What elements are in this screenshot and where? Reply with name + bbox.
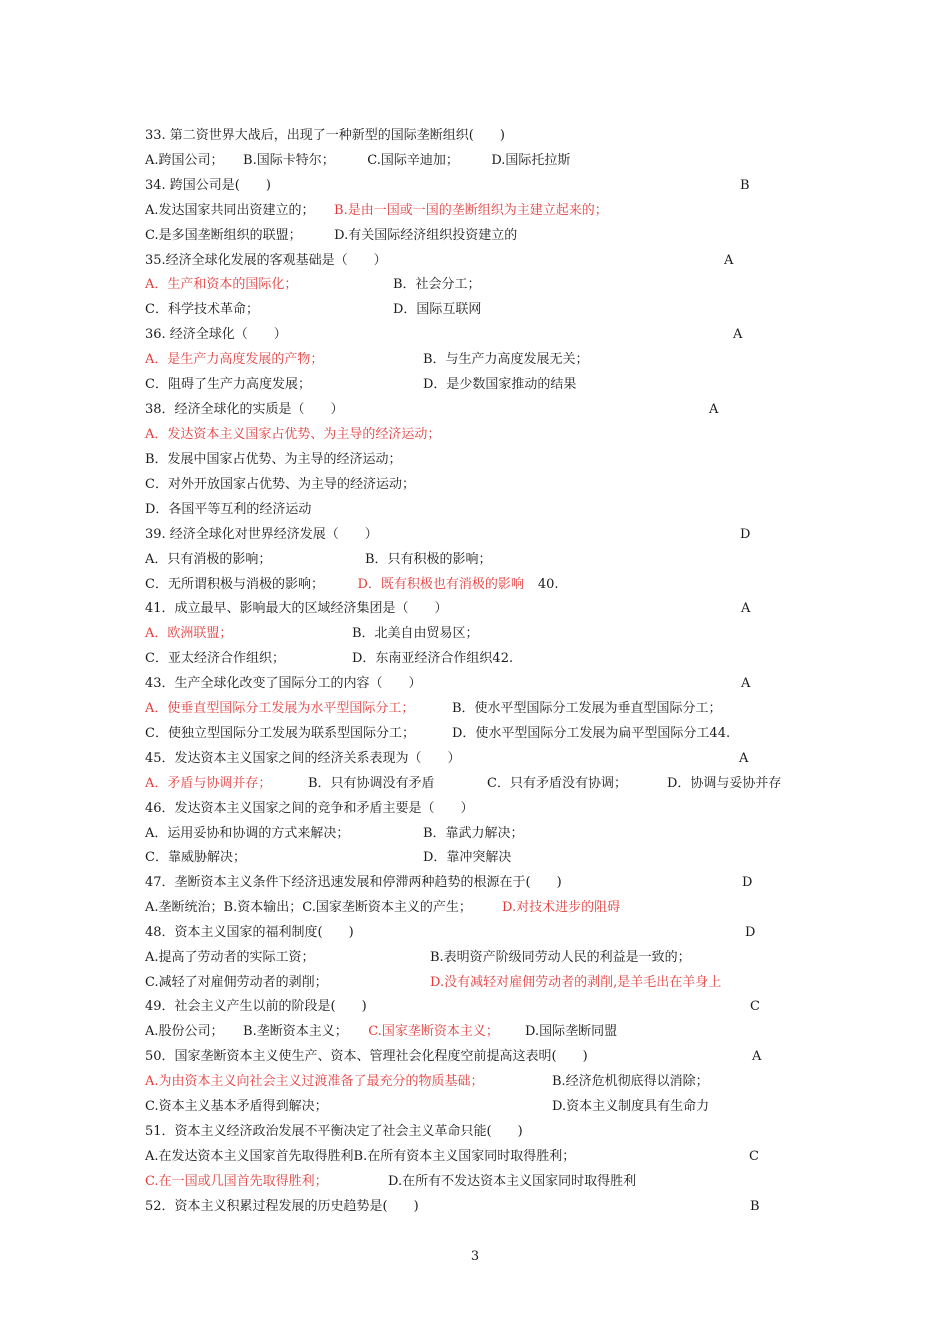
text-segment: 49．社会主义产生以前的阶段是( ) — [145, 999, 367, 1014]
text-segment: A.提高了劳动者的实际工资； — [145, 950, 315, 965]
text-segment: C.是多国垄断组织的联盟； D.有关国际经济组织投资建立的 — [145, 228, 518, 243]
text-segment: B．北美自由贸易区； — [352, 626, 479, 641]
text-segment: D.在所有不发达资本主义国家同时取得胜利 — [388, 1174, 637, 1189]
text-segment: C.减轻了对雇佣劳动者的剥削； — [145, 975, 328, 990]
text-segment: B．发展中国家占优势、为主导的经济运动； — [145, 452, 402, 467]
text-segment: D．靠冲突解决 — [423, 850, 512, 865]
text-segment: B．靠武力解决； — [423, 826, 524, 841]
text-segment: C．无所谓积极与消极的影响； — [145, 577, 344, 592]
answer-key: D — [745, 925, 756, 940]
text-segment: D．是少数国家推动的结果 — [423, 377, 577, 392]
answer-highlight: D．既有积极也有消极的影响 — [357, 577, 524, 592]
text-segment: B.表明资产阶级同劳动人民的利益是一致的； — [430, 950, 691, 965]
text-segment: 41．成立最早、影响最大的区域经济集团是（ ） — [145, 601, 448, 616]
text-segment: B．社会分工； — [393, 277, 481, 292]
answer-key: A — [724, 253, 734, 268]
text-segment: 40. — [537, 577, 559, 592]
page-number: 3 — [470, 1249, 480, 1264]
text-segment: C．亚太经济合作组织； — [145, 651, 285, 666]
text-segment: 51．资本主义经济政治发展不平衡决定了社会主义革命只能( ) — [145, 1124, 523, 1139]
answer-key: A — [752, 1049, 762, 1064]
text-segment: 50．国家垄断资本主义使生产、资本、管理社会化程度空前提高这表明( ) — [145, 1049, 588, 1064]
text-segment: 34. 跨国公司是( ) — [145, 178, 271, 193]
answer-key: B — [740, 178, 750, 193]
text-segment: A.股份公司； B.垄断资本主义； — [145, 1024, 355, 1039]
answer-highlight: A．是生产力高度发展的产物； — [145, 352, 324, 367]
text-segment: 39. 经济全球化对世界经济发展（ ） — [145, 527, 378, 542]
answer-key: D — [740, 527, 751, 542]
answer-key: A — [741, 601, 751, 616]
answer-highlight: A．生产和资本的国际化； — [145, 277, 298, 292]
answer-key: A — [709, 402, 719, 417]
text-segment: A．只有消极的影响； — [145, 552, 272, 567]
text-segment: D．东南亚经济合作组织42. — [352, 651, 514, 666]
text-segment: C．只有矛盾没有协调； — [487, 776, 627, 791]
text-segment: D．国际互联网 — [393, 302, 482, 317]
text-segment: C．对外开放国家占优势、为主导的经济运动； — [145, 477, 415, 492]
text-segment: A.在发达资本主义国家首先取得胜利B.在所有资本主义国家同时取得胜利； — [145, 1149, 576, 1164]
text-segment: 45．发达资本主义国家之间的经济关系表现为（ ） — [145, 751, 461, 766]
answer-key: D — [742, 875, 753, 890]
text-segment: 38．经济全球化的实质是（ ） — [145, 402, 344, 417]
answer-highlight: A.为由资本主义向社会主义过渡准备了最充分的物质基础； — [145, 1074, 484, 1089]
text-segment: A．运用妥协和协调的方式来解决； — [145, 826, 350, 841]
text-segment: B．与生产力高度发展无关； — [423, 352, 589, 367]
text-segment: B．使水平型国际分工发展为垂直型国际分工； — [452, 701, 722, 716]
answer-highlight: C.在一国或几国首先取得胜利； — [145, 1174, 328, 1189]
text-segment: C．使独立型国际分工发展为联系型国际分工； — [145, 726, 415, 741]
answer-key: C — [750, 999, 760, 1014]
text-segment: B.经济危机彻底得以消除； — [552, 1074, 709, 1089]
text-segment: D.国际垄断同盟 — [525, 1024, 618, 1039]
answer-highlight: C.国家垄断资本主义； — [368, 1024, 499, 1039]
answer-highlight: A．矛盾与协调并存； — [145, 776, 272, 791]
answer-highlight: D.没有减轻对雇佣劳动者的剥削,是羊毛出在羊身上 — [430, 975, 722, 990]
text-segment: D.资本主义制度具有生命力 — [552, 1099, 710, 1114]
text-segment: D．协调与妥协并存 — [667, 776, 782, 791]
text-segment: D．各国平等互利的经济运动 — [145, 502, 312, 517]
text-segment: C．阻碍了生产力高度发展； — [145, 377, 311, 392]
text-segment: 43．生产全球化改变了国际分工的内容（ ） — [145, 676, 422, 691]
text-segment: 46．发达资本主义国家之间的竞争和矛盾主要是（ ） — [145, 801, 474, 816]
text-segment: 35.经济全球化发展的客观基础是（ ） — [145, 253, 387, 268]
answer-key: B — [750, 1199, 760, 1214]
text-segment: 52．资本主义积累过程发展的历史趋势是( ) — [145, 1199, 419, 1214]
answer-highlight: A．欧洲联盟； — [145, 626, 233, 641]
text-segment: A.垄断统治；B.资本输出；C.国家垄断资本主义的产生； — [145, 900, 472, 915]
answer-key: A — [741, 676, 751, 691]
text-segment: A.跨国公司； B.国际卡特尔； C.国际辛迪加； D.国际托拉斯 — [145, 153, 571, 168]
text-segment: D．使水平型国际分工发展为扁平型国际分工44. — [452, 726, 731, 741]
answer-highlight: B.是由一国或一国的垄断组织为主建立起来的； — [334, 203, 608, 218]
text-segment: B．只有积极的影响； — [365, 552, 492, 567]
text-segment: C.资本主义基本矛盾得到解决； — [145, 1099, 328, 1114]
text-segment: 33. 第二资世界大战后，出现了一种新型的国际垄断组织( ) — [145, 128, 505, 143]
text-segment: 48．资本主义国家的福利制度( ) — [145, 925, 354, 940]
answer-key: C — [749, 1149, 759, 1164]
answer-key: A — [739, 751, 749, 766]
answer-highlight: A．使垂直型国际分工发展为水平型国际分工； — [145, 701, 415, 716]
answer-key: A — [733, 327, 743, 342]
answer-highlight: D.对技术进步的阻碍 — [502, 900, 621, 915]
text-segment: A.发达国家共同出资建立的； — [145, 203, 335, 218]
text-segment: 47．垄断资本主义条件下经济迅速发展和停滞两种趋势的根源在于( ) — [145, 875, 562, 890]
answer-highlight: A．发达资本主义国家占优势、为主导的经济运动； — [145, 427, 441, 442]
text-segment: C．科学技术革命； — [145, 302, 259, 317]
text-segment: 36. 经济全球化（ ） — [145, 327, 287, 342]
text-segment: B．只有协调没有矛盾 — [308, 776, 435, 791]
text-segment: C．靠威胁解决； — [145, 850, 246, 865]
